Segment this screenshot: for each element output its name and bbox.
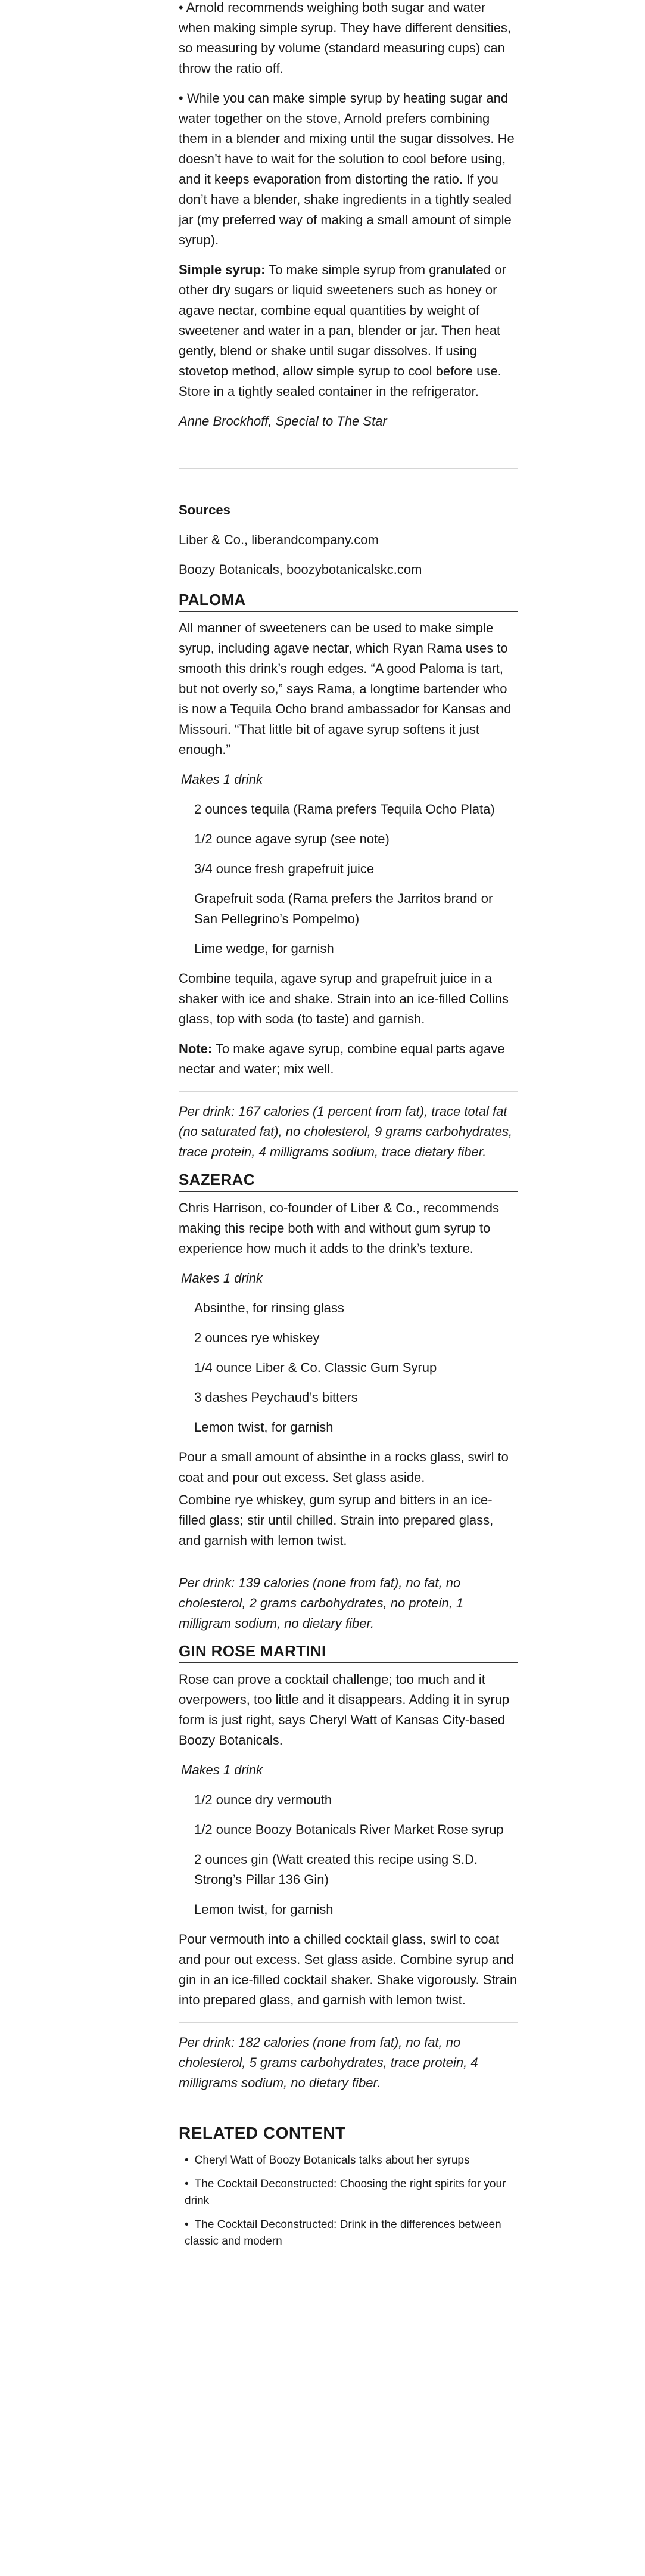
ingredient-item: Grapefruit soda (Rama prefers the Jarritos brand or San Pellegrino’s Pompelmo) xyxy=(194,891,493,926)
sazerac-yield: Makes 1 drink xyxy=(181,1271,263,1286)
ingredient-item: 3/4 ounce fresh grapefruit juice xyxy=(194,861,375,876)
ingredient-item: 1/2 ounce dry vermouth xyxy=(194,1792,332,1807)
article-body xyxy=(179,0,518,2261)
bullet-icon: • xyxy=(185,2154,189,2167)
simple-syrup-label: Simple syrup: xyxy=(179,262,266,277)
ingredient-item: Lime wedge, for garnish xyxy=(194,941,334,956)
source-liber: Liber & Co., liberandcompany.com xyxy=(179,532,379,547)
nutrition-divider xyxy=(179,1091,518,1092)
paloma-note xyxy=(179,1039,518,1079)
recipe-title-sazerac: SAZERAC xyxy=(179,1169,518,1192)
related-link[interactable] xyxy=(179,2152,518,2169)
ingredient-item: 2 ounces rye whiskey xyxy=(194,1330,320,1345)
ingredient-item: 1/2 ounce agave syrup (see note) xyxy=(194,831,390,846)
simple-syrup-text: To make simple syrup from granulated or other dry sugars or liquid sweeteners such as honey or agave nectar, combine equal quantities by weight of sweetener and water in a pan, blender or jar. Then heat gently, blend or shake until sugar dissolves. If using stovetop method, allow simple syrup to cool before use. Store in a tightly sealed container in the refrigerator. xyxy=(179,262,506,399)
related-link-text[interactable]: The Cocktail Deconstructed: Choosing the right spirits for your drink xyxy=(185,2178,506,2207)
byline: Anne Brockhoff, Special to The Star xyxy=(179,414,387,429)
related-link-text[interactable]: The Cocktail Deconstructed: Drink in the differences between classic and modern xyxy=(185,2218,501,2248)
sazerac-per-drink: Per drink: 139 calories (none from fat), no fat, no cholesterol, 2 grams carbohydrates, no protein, 1 milligram sodium, no dietary fiber. xyxy=(179,1575,464,1631)
bullet-icon: • xyxy=(185,2218,189,2231)
gin-rose-directions: Pour vermouth into a chilled cocktail glass, swirl to coat and pour out excess. Set glass aside. Combine syrup and gin in an ice-filled cocktail shaker. Shake vigorously. Strain into prepared glass, and garnish with lemon twist. xyxy=(179,1932,518,2007)
bullet-icon: • xyxy=(185,2178,189,2190)
note-label: Note: xyxy=(179,1041,213,1056)
simple-syrup-paragraph xyxy=(179,260,518,402)
related-link[interactable] xyxy=(179,2217,518,2250)
ingredient-item: 1/2 ounce Boozy Botanicals River Market Rose syrup xyxy=(194,1822,504,1837)
recipe-title-gin-rose-martini: GIN ROSE MARTINI xyxy=(179,1641,518,1663)
tip-blender: • While you can make simple syrup by heating sugar and water together on the stove, Arnold prefers combining them in a blender and mixing until the sugar dissolves. He doesn’t have to wait for the solution to cool before using, and it keeps evaporation from distorting the ratio. If you don’t have a blender, shake ingredients in a tightly sealed jar (my preferred way of making a small amount of simple syrup). xyxy=(179,91,515,247)
paloma-intro: All manner of sweeteners can be used to make simple syrup, including agave nectar, which Ryan Rama uses to smooth this drink’s rough edges. “A good Paloma is tart, but not overly so,” says Rama, a longtime bartender who is now a Tequila Ocho brand ambassador for Kansas and Missouri. “That little bit of agave syrup softens it just enough.” xyxy=(179,620,512,757)
ingredient-item: Lemon twist, for garnish xyxy=(194,1420,334,1435)
note-text: To make agave syrup, combine equal parts agave nectar and water; mix well. xyxy=(179,1041,505,1076)
paloma-per-drink: Per drink: 167 calories (1 percent from fat), trace total fat (no saturated fat), no cholesterol, 9 grams carbohydrates, trace protein, 4 milligrams sodium, trace dietary fiber. xyxy=(179,1104,513,1159)
nutrition-divider xyxy=(179,2022,518,2023)
recipe-title-paloma: PALOMA xyxy=(179,589,518,612)
gin-rose-yield: Makes 1 drink xyxy=(181,1762,263,1777)
gin-rose-intro: Rose can prove a cocktail challenge; too much and it overpowers, too little and it disappears. Adding it in syrup form is just right, says Cheryl Watt of Kansas City-based Boozy Botanicals. xyxy=(179,1672,510,1748)
paloma-yield: Makes 1 drink xyxy=(181,772,263,787)
ingredient-item: Absinthe, for rinsing glass xyxy=(194,1301,344,1315)
ingredient-item: Lemon twist, for garnish xyxy=(194,1902,334,1917)
related-link[interactable] xyxy=(179,2176,518,2209)
ingredient-item: 3 dashes Peychaud’s bitters xyxy=(194,1390,358,1405)
section-divider xyxy=(179,468,518,469)
paloma-directions: Combine tequila, agave syrup and grapefruit juice in a shaker with ice and shake. Strain into an ice-filled Collins glass, top with soda (to taste) and garnish. xyxy=(179,971,509,1026)
sources-heading: Sources xyxy=(179,502,230,517)
sazerac-directions-1: Pour a small amount of absinthe in a rocks glass, swirl to coat and pour out excess. Set glass aside. xyxy=(179,1450,509,1485)
sazerac-directions-2: Combine rye whiskey, gum syrup and bitters in an ice-filled glass; stir until chilled. Strain into prepared glass, and garnish with lemon twist. xyxy=(179,1492,494,1548)
ingredient-item: 2 ounces tequila (Rama prefers Tequila Ocho Plata) xyxy=(194,802,495,817)
related-content-heading: RELATED CONTENT xyxy=(179,2124,346,2142)
sazerac-intro: Chris Harrison, co-founder of Liber & Co., recommends making this recipe both with and without gum syrup to experience how much it adds to the drink’s texture. xyxy=(179,1200,499,1256)
tip-weighing: • Arnold recommends weighing both sugar and water when making simple syrup. They have different densities, so measuring by volume (standard measuring cups) can throw the ratio off. xyxy=(179,0,512,76)
source-boozy: Boozy Botanicals, boozybotanicalskc.com xyxy=(179,562,422,577)
ingredient-item: 2 ounces gin (Watt created this recipe using S.D. Strong’s Pillar 136 Gin) xyxy=(194,1852,478,1887)
related-link-text[interactable]: Cheryl Watt of Boozy Botanicals talks about her syrups xyxy=(194,2154,470,2167)
ingredient-item: 1/4 ounce Liber & Co. Classic Gum Syrup xyxy=(194,1360,437,1375)
gin-rose-per-drink: Per drink: 182 calories (none from fat), no fat, no cholesterol, 5 grams carbohydrates, trace protein, 4 milligrams sodium, no dietary fiber. xyxy=(179,2035,478,2090)
